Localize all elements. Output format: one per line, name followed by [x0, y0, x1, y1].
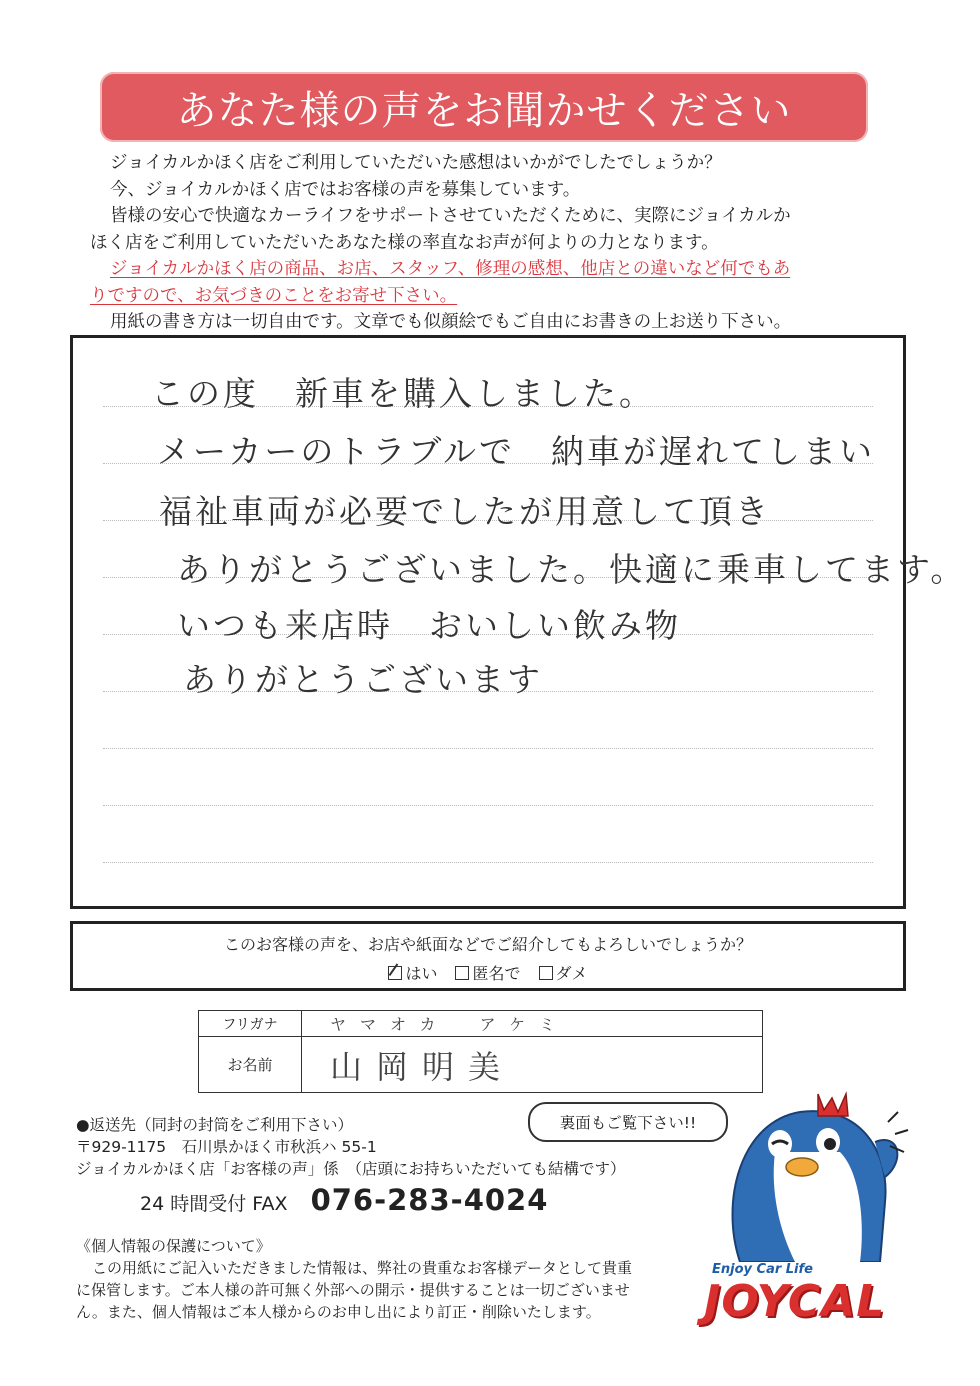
checkbox-icon[interactable] [539, 966, 553, 980]
speech-bubble [528, 1102, 728, 1142]
return-address-line: 〒929-1175 石川県かほく市秋浜ハ 55-1 [76, 1138, 377, 1156]
name-form [198, 1010, 763, 1093]
handwritten-comment-box [70, 335, 967, 909]
intro-highlight-line: りですので、お気づきのことをお寄せ下さい。 [90, 285, 458, 306]
fax-number: 076-283-4024 [310, 1183, 549, 1217]
handwritten-line: ありがとうございます [183, 660, 543, 699]
ruled-line [103, 805, 873, 806]
furigana-field[interactable]: ヤマオカ アケミ [302, 1011, 763, 1037]
intro-line: ジョイカルかほく店をご利用していただいた感想はいかがでしたでしょうか？ [110, 153, 722, 173]
checkbox-checked-icon[interactable] [388, 966, 402, 980]
consent-options [73, 961, 903, 984]
consent-option-no[interactable]: ダメ [539, 961, 588, 984]
privacy-line: ん。また、個人情報はご本人様からのお申し出により訂正・削除いたします。 [76, 1303, 601, 1321]
consent-box [70, 921, 906, 991]
intro-text [90, 150, 890, 336]
joycal-logo: JOYCAL [704, 1276, 886, 1327]
name-label: お名前 [199, 1037, 302, 1093]
return-title: ●返送先（同封の封筒をご利用下さい） [76, 1116, 354, 1134]
consent-question: このお客様の声を、お店や紙面などでご紹介してもよろしいでしょうか？ [223, 935, 752, 954]
intro-line: 今、ジョイカルかほく店ではお客様の声を募集しています。 [110, 179, 581, 200]
intro-closing: 用紙の書き方は一切自由です。文章でも似顔絵でもご自由にお書きの上お送り下さい。 [110, 312, 792, 332]
return-dept: ジョイカルかほく店「お客様の声」係 （店頭にお持ちいただいても結構です） [76, 1160, 626, 1178]
handwritten-line: ありがとうございました。快適に乗車してます。 [177, 550, 967, 589]
logo-tagline: Enjoy Car Life [712, 1262, 813, 1277]
furigana-label: フリガナ [199, 1011, 302, 1037]
intro-line: ほく店をご利用していただいたあなた様の率直なお声が何よりの力となります。 [90, 232, 719, 253]
name-field[interactable]: 山岡明美 [302, 1037, 763, 1093]
privacy-line: この用紙にご記入いただきました情報は、弊社の貴重なお客様データとして貴重 [92, 1259, 633, 1277]
ruled-line [103, 748, 873, 749]
ruled-line [103, 862, 873, 863]
handwritten-line: この度 新車を購入しました。 [151, 374, 655, 413]
handwritten-line: 福祉車両が必要でしたが用意して頂き [159, 492, 771, 531]
privacy-notice [76, 1235, 686, 1323]
penguin-mascot-icon [700, 1082, 915, 1262]
intro-line: 皆様の安心で快適なカーライフをサポートさせていただくために、実際にジョイカルか [110, 206, 791, 226]
speech-bubble-text: 裏面もご覧下さい!! [559, 1114, 697, 1132]
page-title: あなた様の声をお聞かせください [176, 87, 792, 134]
fax-info [140, 1183, 548, 1217]
checkbox-icon[interactable] [455, 966, 469, 980]
privacy-line: に保管します。ご本人様の許可無く外部への開示・提供することは一切ございませ [76, 1281, 630, 1299]
intro-highlight-line: ジョイカルかほく店の商品、お店、スタッフ、修理の感想、他店との違いなど何でもあ [110, 259, 791, 279]
title-banner [100, 72, 868, 142]
handwritten-line: メーカーのトラブルで 納車が遅れてしまい [157, 432, 876, 471]
fax-label: 24 時間受付 FAX [140, 1193, 288, 1215]
handwritten-line: いつも来店時 おいしい飲み物 [177, 606, 681, 645]
consent-option-yes[interactable]: はい [388, 961, 437, 984]
privacy-title: 《個人情報の保護について》 [76, 1237, 271, 1255]
consent-option-anonymous[interactable]: 匿名で [455, 961, 520, 984]
